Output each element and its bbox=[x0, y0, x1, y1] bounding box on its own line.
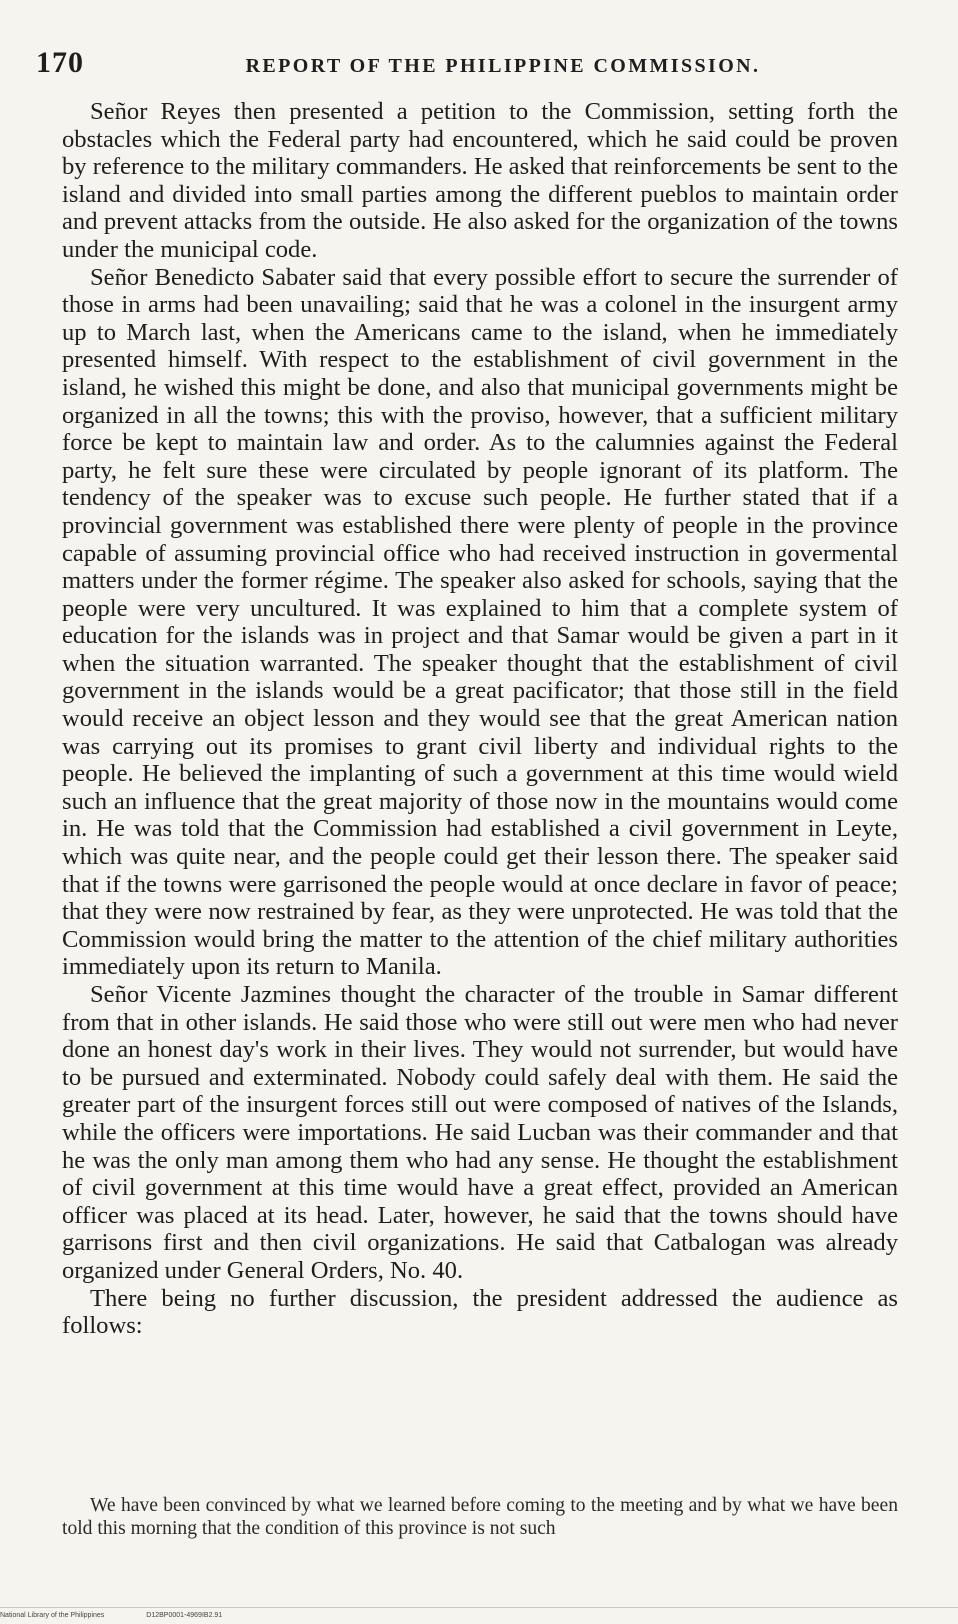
footer-record-id: D12BP0001-4969IB2.91 bbox=[146, 1612, 223, 1619]
paragraph-sabater: Señor Benedicto Sabater said that every possible effort to secure the surrender of those in arms had been unavailing; said that he was a colonel in the insurgent army up to March last, when the Americans came to the island, when he immediately presented himself. With respect to the establishment of civil government in the island, he wished this might be done, and also that municipal governments might be organized in all the towns; this with the proviso, however, that a sufficient military force be kept to maintain law and order. As to the calumnies against the Federal party, he felt sure these were circulated by people ignorant of its platform. The tendency of the speaker was to excuse such people. He further stated that if a provincial government was established there were plenty of people in the province capable of assuming provincial office who had received instruction in govermental matters under the former régime. The speaker also asked for schools, saying that the people were very uncultured. It was explained to him that a complete system of education for the islands was in project and that Samar would be given a part in it when the situation warranted. The speaker thought that the establishment of civil government in the islands would be a great pacificator; that those still in the field would receive an object lesson and they would see that the great American nation was carrying out its promises to grant civil liberty and individual rights to the people. He believed the implanting of such a government at this time would wield such an influence that the great majority of those now in the mountains would come in. He was told that the Commission had established a civil government in Leyte, which was quite near, and the people could get their lesson there. The speaker said that if the towns were garrisoned the people would at once declare in favor of peace; that they were now restrained by fear, as they were unprotected. He was told that the Commission would bring the matter to the attention of the chief military authorities immediately upon its return to Manila. bbox=[62, 263, 898, 981]
block-quote: We have been convinced by what we learned before coming to the meeting and by what we have been told this morning that the condition of this province is not such bbox=[62, 1495, 898, 1539]
footer-library: National Library of the Philippines bbox=[0, 1612, 105, 1619]
paragraph-jazmines: Señor Vicente Jazmines thought the character of the trouble in Samar different from that in other islands. He said those who were still out were men who had never done an honest day's work in their lives. They would not surrender, but would have to be pursued and exterminated. Nobody could safely deal with them. He said the greater part of the insurgent forces still out were composed of natives of the Islands, while the officers were importations. He said Lucban was their commander and that he was the only man among them who had any sense. He thought the establishment of civil government at this time would have a great effect, provided an American officer was placed at its head. Later, however, he said that the towns should have garrisons first and then civil organizations. He said that Catbalogan was already organized under General Orders, No. 40. bbox=[62, 981, 898, 1284]
scan-footer bbox=[0, 1612, 222, 1619]
body-text bbox=[62, 98, 898, 1340]
running-head: REPORT OF THE PHILIPPINE COMMISSION. bbox=[245, 55, 761, 77]
footer-rule bbox=[0, 1607, 958, 1608]
page-header bbox=[36, 46, 910, 80]
page-number: 170 bbox=[36, 46, 84, 79]
paragraph-reyes: Señor Reyes then presented a petition to the Commission, setting forth the obstacles which the Federal party had encountered, which he said could be proven by reference to the military commanders. He asked that reinforcements be sent to the island and divided into small parties among the different pueblos to maintain order and prevent attacks from the outside. He also asked for the organization of the towns under the municipal code. bbox=[62, 98, 898, 263]
paragraph-president: There being no further discussion, the president addressed the audience as follows: bbox=[62, 1284, 898, 1340]
